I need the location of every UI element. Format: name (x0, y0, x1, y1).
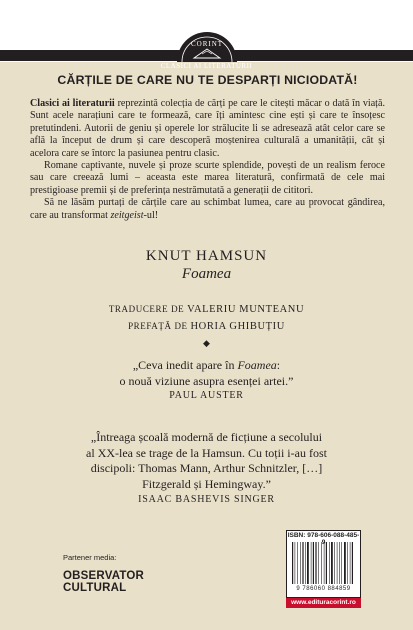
intro-paragraph-1 (30, 98, 385, 160)
partner-line-2: CULTURAL (63, 582, 127, 594)
intro-p3-italic: zeitgeist (110, 209, 144, 221)
emblem-text: CORINT (190, 40, 224, 48)
collection-name: Clasici ai literaturii (30, 98, 115, 109)
intro-paragraph-3 (30, 197, 385, 222)
book-author: KNUT HAMSUN (145, 248, 268, 264)
divider-diamond: ◆ (203, 338, 210, 348)
intro-p3-end: -ul! (143, 209, 159, 221)
quote-singer-line-2: al XX-lea se trage de la Hamsun. Cu toții i-au fost (86, 445, 327, 460)
quote-auster-italic: Foamea (237, 358, 277, 372)
preface-prefix: PREFAȚĂ DE (128, 321, 191, 331)
isbn-barcode-box (286, 530, 361, 598)
translator-prefix: TRADUCERE DE (108, 304, 188, 314)
quote-auster-line-1 (0, 358, 413, 374)
observator-cultural-logo (63, 570, 144, 594)
barcode-number: 9 786060 884859 (296, 586, 351, 592)
intro-paragraph-2: Romane captivante, nuvele și proze scurte splendide, povești de un realism feroce sau care creează lumi – aceasta este marea literatură, confirmată de cele mai prestigioase premii și de preferința nestrămutată a generații de cititori. (30, 160, 385, 196)
series-name: CLASICI AI LITERATURII (160, 62, 253, 70)
quote-singer-line-1: „Întreaga școală modernă de ficțiune a secolului (90, 430, 323, 444)
quote-auster-line-2: o nouă viziune asupra esenței artei.” (119, 373, 294, 388)
translator-name: VALERIU MUNTEANU (187, 304, 305, 315)
quote-auster-line-1-end: : (276, 358, 281, 372)
quote-singer-author: ISAAC BASHEVIS SINGER (138, 494, 275, 505)
barcode-icon (291, 542, 356, 584)
translator-credit (0, 304, 413, 315)
intro-text (30, 98, 385, 222)
quote-singer-line-3: discipoli: Thomas Mann, Arthur Schnitzler, […] (90, 461, 323, 475)
headline: CĂRȚILE DE CARE NU TE DESPARȚI NICIODATĂ! (57, 73, 358, 87)
quote-singer (0, 430, 413, 492)
quote-singer-line-4: Fitzgerald și Hemingway.” (142, 476, 271, 491)
preface-name: HORIA GHIBUȚIU (190, 321, 285, 332)
partner-line-1: OBSERVATOR (63, 570, 145, 582)
quote-auster (0, 358, 413, 389)
partner-label: Partener media: (63, 553, 117, 562)
preface-credit (0, 321, 413, 332)
quote-auster-author: PAUL AUSTER (169, 390, 244, 401)
publisher-url[interactable]: www.edituracorint.ro (286, 598, 361, 608)
book-title: Foamea (181, 266, 232, 282)
intro-p3-start: Să ne lăsăm purtați de cărțile care au schimbat lumea, care au provocat gândirea, care au transformat (30, 197, 385, 221)
isbn-text: ISBN: 978-606-088-485-9 (287, 532, 360, 546)
quote-auster-line-1-start: „Ceva inedit apare în (132, 358, 238, 372)
intro-p1-text: reprezintă colecția de cărți pe care le citești măcar o dată în viață. Sunt acele narațiuni care te formează, care îți amintesc cine ești și care te însoțesc pretutindeni. Autorii de geniu și operele lor strălucite li se adresează atât celor care se află la început de drum și care descoperă moștenirea culturală a umanității, cât și acelora care se întorc la pasiunea pentru clasic. (30, 98, 385, 159)
